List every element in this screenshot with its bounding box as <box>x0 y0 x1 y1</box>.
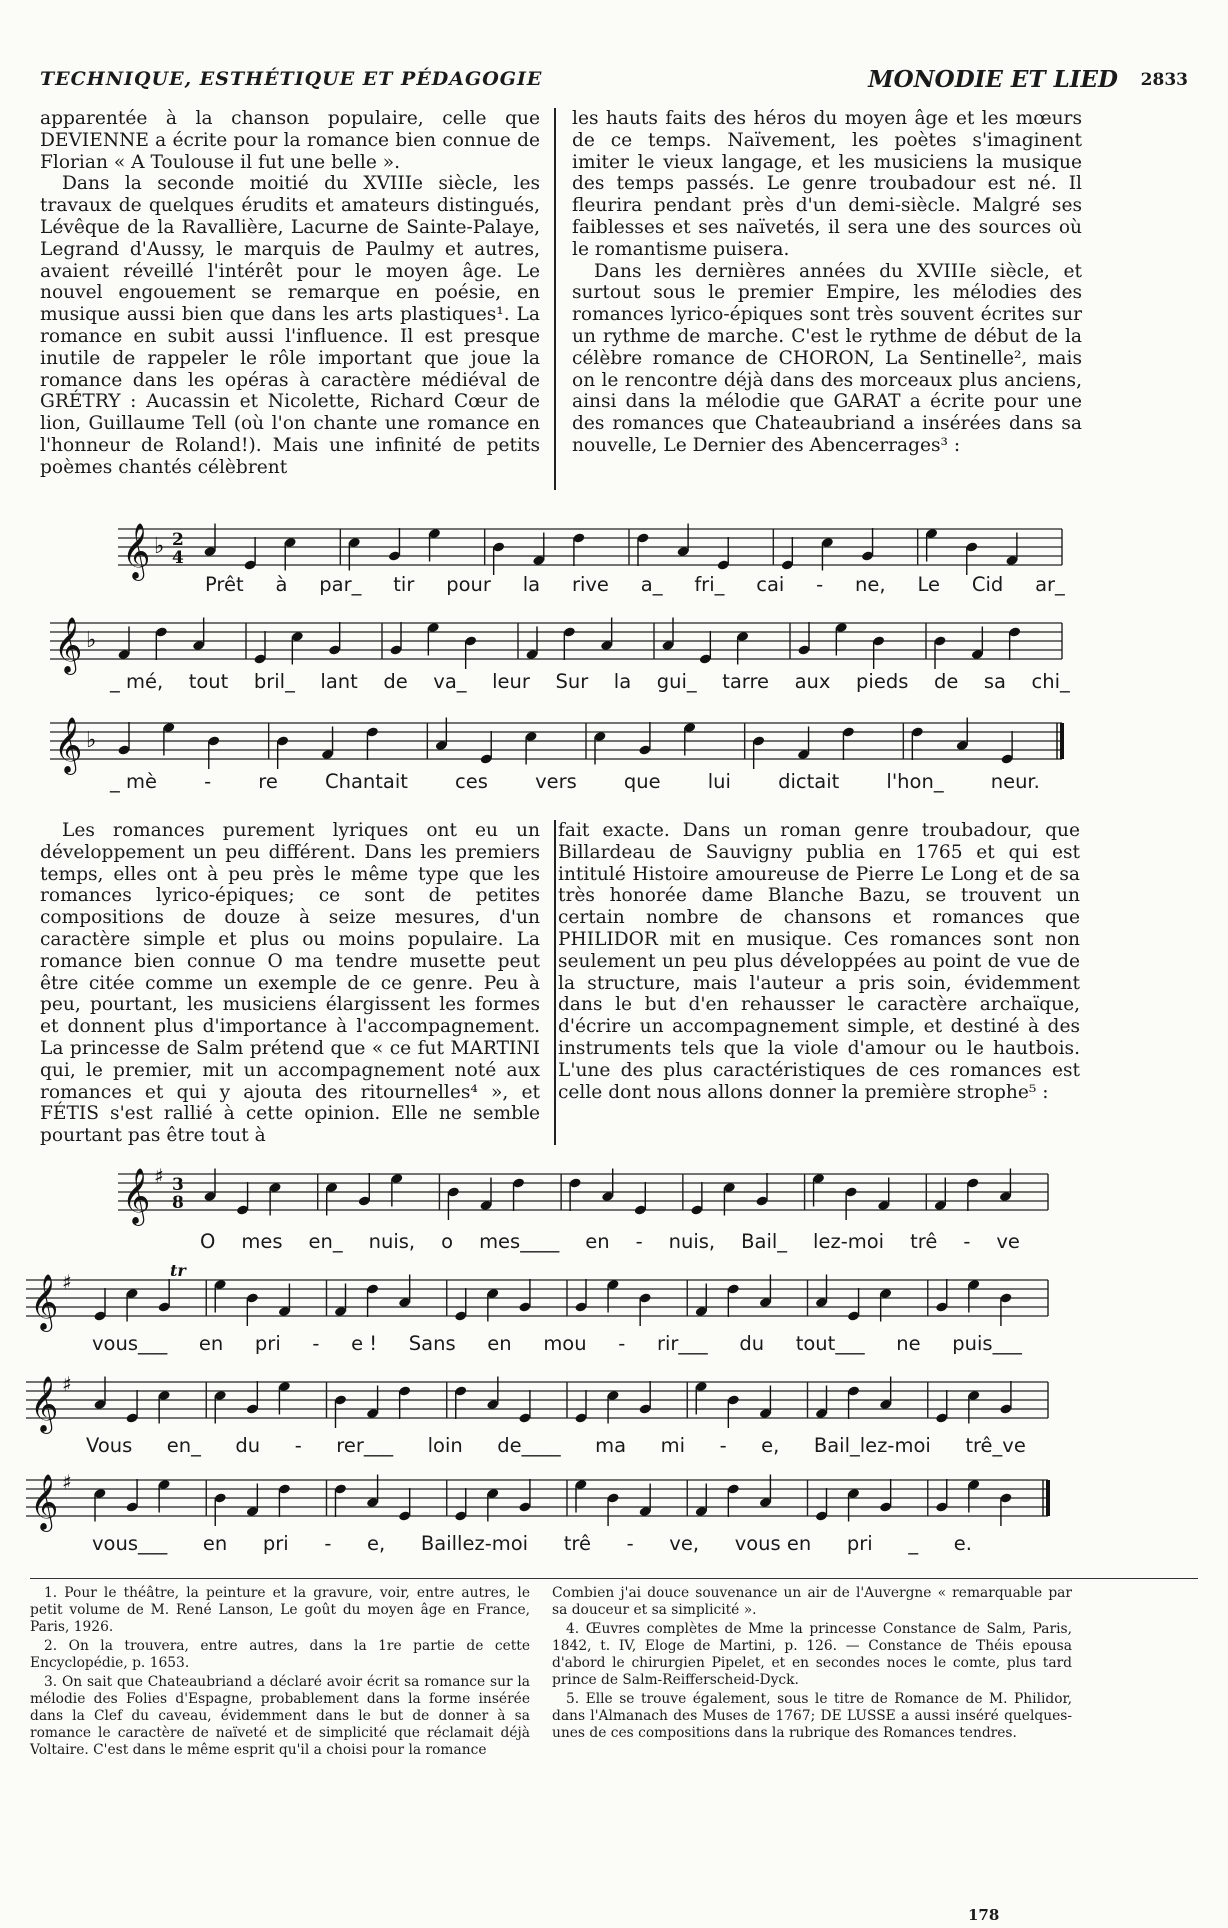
lyric-syllable: Bail_ <box>741 1230 788 1253</box>
lyric-line <box>110 670 1070 693</box>
lyric-syllable: mes <box>241 1230 283 1253</box>
treble-clef-icon: 𝄞 <box>54 617 83 673</box>
lyric-syllable: Le <box>917 573 940 596</box>
lyric-syllable: sa <box>983 670 1006 693</box>
music-staves-1 <box>0 505 1228 805</box>
lyric-line <box>92 1332 1022 1355</box>
music-staves-2 <box>0 1150 1228 1570</box>
lyric-syllable: - <box>294 1434 302 1457</box>
flat-icon: ♭ <box>86 628 97 653</box>
time-signature: 8 <box>172 1193 184 1213</box>
final-bar-line <box>1046 1480 1050 1516</box>
lyric-syllable: de____ <box>497 1434 561 1457</box>
lyric-syllable: - <box>626 1532 634 1555</box>
time-signature: 3 <box>172 1175 184 1195</box>
lyric-syllable: que <box>623 770 661 793</box>
column-left-mid <box>40 820 540 1147</box>
lyric-syllable: _ mé, <box>110 670 164 693</box>
lyric-syllable: en <box>198 1332 224 1355</box>
lyric-syllable: Chantait <box>324 770 408 793</box>
footnote: 1. Pour le théâtre, la peinture et la gravure, voir, entre autres, le petit volume de M. René Lanson, Le goût du moyen âge en France, Paris, 1926. <box>30 1585 530 1635</box>
lyric-syllable: ne, <box>855 573 886 596</box>
trill-ornament: tr <box>170 1261 186 1280</box>
lyric-syllable: chi_ <box>1031 670 1070 693</box>
footnote-rule <box>30 1578 1198 1579</box>
sharp-icon: ♯ <box>154 1164 164 1188</box>
final-bar-line <box>1060 723 1064 759</box>
paragraph: Les romances purement lyriques ont eu un développement un peu différent. Dans les premiers temps, elles ont à peu près le même type que les romances lyrico-épiques; ce sont de petites compositions de douze à seize mesures, d'un caractère simple et plus ou moins populaire. La romance bien connue O ma tendre musette peut être citée comme un exemple de ce genre. Peu à peu, pourtant, les musiciens élargissent les formes et donnent plus d'importance à l'accompagnement. La princesse de Salm prétend que « ce fut MARTINI qui, le premier, mit un accompagnement noté aux romances et qui y ajouta des ritournelles⁴ », et FÉTIS s'est rallié à cette opinion. Elle ne semble pourtant pas être tout à <box>40 820 540 1147</box>
lyric-syllable: tarre <box>722 670 770 693</box>
lyric-syllable: de <box>383 670 408 693</box>
lyric-line <box>200 1230 1020 1253</box>
lyric-syllable: la <box>522 573 541 596</box>
column-divider <box>554 820 556 1145</box>
paragraph: Dans la seconde moitié du XVIIIe siècle, les travaux de quelques érudits et amateurs distingués, Lévêque de la Ravallière, Lacurne de Sainte-Palaye, Legrand d'Aussy, le marquis de Paulmy et autres, avaient réveillé l'intérêt pour le moyen âge. Le nouvel engouement se remarque en poésie, en musique aussi bien que dans les arts plastiques¹. La romance en subit aussi l'influence. Il est presque inutile de rappeler le rôle important que joue la romance dans les opéras à caractère médiéval de GRÉTRY : Aucassin et Nicolette, Richard Cœur de lion, Guillaume Tell (où l'on chante une romance en l'honneur de Roland!). Mais une infinité de petits poèmes chantés célèbrent <box>40 173 540 478</box>
paragraph: apparentée à la chanson populaire, celle que DEVIENNE a écrite pour la romance bien connue de Florian « A Toulouse il fut une belle ». <box>40 108 540 173</box>
page-number: 178 <box>968 1906 1000 1924</box>
lyric-syllable: tir <box>393 573 415 596</box>
time-signature: 4 <box>172 548 184 568</box>
lyric-syllable: Sur <box>555 670 589 693</box>
column-right-mid <box>558 820 1080 1103</box>
lyric-syllable: trê <box>563 1532 591 1555</box>
lyric-syllable: aux <box>794 670 831 693</box>
lyric-syllable: va_ <box>433 670 467 693</box>
lyric-syllable: Sans <box>408 1332 456 1355</box>
lyric-syllable: en <box>487 1332 512 1355</box>
lyric-syllable: mes____ <box>479 1230 560 1253</box>
flat-icon: ♭ <box>154 534 165 559</box>
header-left-title: TECHNIQUE, ESTHÉTIQUE ET PÉDAGOGIE <box>40 68 543 90</box>
lyric-syllable: O <box>200 1230 216 1253</box>
lyric-syllable: tout___ <box>795 1332 865 1355</box>
lyric-syllable: o <box>441 1230 454 1253</box>
lyric-syllable: Cid <box>971 573 1004 596</box>
treble-clef-icon: 𝄞 <box>30 1274 59 1330</box>
lyric-syllable: bril_ <box>253 670 295 693</box>
lyric-syllable: rive <box>571 573 609 596</box>
sharp-icon: ♯ <box>62 1270 72 1294</box>
lyric-syllable: en_ <box>308 1230 343 1253</box>
lyric-syllable: rir___ <box>656 1332 708 1355</box>
treble-clef-icon: 𝄞 <box>122 1168 151 1224</box>
lyric-line <box>92 1532 972 1555</box>
lyric-syllable: ces <box>455 770 488 793</box>
lyric-syllable: à <box>275 573 288 596</box>
header-right-title: MONODIE ET LIED <box>868 66 1118 93</box>
header-page-number: 2833 <box>1140 70 1188 90</box>
treble-clef-icon: 𝄞 <box>30 1376 59 1432</box>
lyric-syllable: ve <box>996 1230 1020 1253</box>
column-right-top <box>572 108 1082 457</box>
footnote: 3. On sait que Chateaubriand a déclaré avoir écrit sa romance sur la mélodie des Folies d'Espagne, probablement dans la forme insérée dans la Clef du caveau, évidemment dans le but de donner à sa romance le caractère de naïveté et de simplicité que réclamait déjà Voltaire. C'est dans le même esprit qu'il a choisi pour la romance <box>30 1674 530 1758</box>
lyric-syllable: - <box>963 1230 971 1253</box>
lyric-syllable: pour <box>446 573 491 596</box>
lyric-syllable: en <box>585 1230 610 1253</box>
lyric-syllable: - <box>816 573 824 596</box>
music-example-1 <box>0 505 1228 805</box>
footnote: 4. Œuvres complètes de Mme la princesse Constance de Salm, Paris, 1842, t. IV, Eloge de Martini, p. 126. — Constance de Théis epousa d'abord le chirurgien Pipelet, et en secondes noces le comte, plus tard prince de Salm-Reifferscheid-Dyck. <box>552 1621 1072 1688</box>
lyric-syllable: e, <box>761 1434 780 1457</box>
lyric-syllable: pri <box>262 1532 289 1555</box>
lyric-syllable: _ mè <box>110 770 157 793</box>
lyric-syllable: re <box>258 770 278 793</box>
lyric-syllable: en <box>202 1532 228 1555</box>
footnotes-right <box>552 1585 1072 1744</box>
lyric-syllable: du <box>235 1434 261 1457</box>
running-header <box>40 68 1188 96</box>
lyric-syllable: pieds <box>856 670 909 693</box>
lyric-syllable: lez-moi <box>813 1230 885 1253</box>
lyric-syllable: leur <box>492 670 530 693</box>
lyric-syllable: Bail_lez-moi <box>813 1434 931 1457</box>
lyric-syllable: ve, <box>669 1532 700 1555</box>
lyric-syllable: lui <box>707 770 731 793</box>
footnote: 5. Elle se trouve également, sous le titre de Romance de M. Philidor, dans l'Almanach des Muses de 1767; DE LUSSE a aussi inséré quelques-unes de ces compositions dans la rubrique des Romances tendres. <box>552 1691 1072 1741</box>
column-left-top <box>40 108 540 479</box>
lyric-syllable: par_ <box>319 573 362 596</box>
lyric-syllable: mou <box>543 1332 587 1355</box>
lyric-syllable: - <box>719 1434 727 1457</box>
lyric-syllable: - <box>324 1532 332 1555</box>
time-signature: 2 <box>172 530 184 550</box>
lyric-line <box>110 770 1040 793</box>
lyric-syllable: de <box>933 670 959 693</box>
lyric-syllable: en_ <box>166 1434 201 1457</box>
lyric-syllable: ar_ <box>1035 573 1065 596</box>
lyric-syllable: rer___ <box>336 1434 394 1457</box>
lyric-syllable: gui_ <box>656 670 697 693</box>
lyric-syllable: fri_ <box>694 573 725 596</box>
treble-clef-icon: 𝄞 <box>122 523 151 579</box>
lyric-syllable: - <box>312 1332 320 1355</box>
sharp-icon: ♯ <box>62 1470 72 1494</box>
lyric-syllable: cai <box>756 573 785 596</box>
paragraph: les hauts faits des héros du moyen âge et les mœurs de ce temps. Naïvement, les poètes s'imaginent imiter le vieux langage, et les musiciens la musique des temps passés. Le genre troubadour est né. Il fleurira pendant près d'un demi-siècle. Malgré ses faiblesses et ses naïvetés, il sera une des sources où le romantisme puisera. <box>572 108 1082 260</box>
lyric-syllable: Baillez-moi <box>420 1532 529 1555</box>
lyric-syllable: lant <box>320 670 358 693</box>
paragraph: fait exacte. Dans un roman genre troubadour, que Billardeau de Sauvigny publia en 1765 et qui est intitulé Histoire amoureuse de Pierre Le Long et de sa très honorée dame Blanche Bazu, se trouvent un certain nombre de chansons et romances que PHILIDOR mit en musique. Ces romances sont non seulement un peu plus développées au point de vue de la structure, mais l'auteur a pris soin, évidemment dans le but d'en rehausser le caractère archaïque, d'écrire un accompagnement simple, et destiné à des instruments tels que la viole d'amour ou le hautbois. L'une des plus caractéristiques de ces romances est celle dont nous allons donner la première strophe⁵ : <box>558 820 1080 1103</box>
lyric-syllable: pri <box>254 1332 281 1355</box>
lyric-syllable: dictait <box>778 770 840 793</box>
lyric-syllable: nuis, <box>668 1230 716 1253</box>
lyric-syllable: - <box>635 1230 643 1253</box>
lyric-syllable: puis___ <box>952 1332 1022 1355</box>
treble-clef-icon: 𝄞 <box>30 1474 59 1530</box>
lyric-syllable: e. <box>953 1532 972 1555</box>
lyric-syllable: _ <box>908 1532 919 1555</box>
lyric-syllable: e, <box>367 1532 386 1555</box>
lyric-syllable: e ! <box>351 1332 378 1355</box>
lyric-syllable: - <box>204 770 212 793</box>
lyric-line <box>205 573 1065 596</box>
lyric-syllable: a_ <box>640 573 663 596</box>
lyric-syllable: du <box>739 1332 765 1355</box>
treble-clef-icon: 𝄞 <box>54 717 83 773</box>
lyric-syllable: - <box>618 1332 626 1355</box>
lyric-syllable: nuis, <box>368 1230 416 1253</box>
lyric-syllable: vous___ <box>92 1332 168 1355</box>
lyric-syllable: neur. <box>990 770 1040 793</box>
lyric-syllable: ne <box>896 1332 921 1355</box>
lyric-syllable: loin <box>427 1434 463 1457</box>
flat-icon: ♭ <box>86 728 97 753</box>
lyric-syllable: ma <box>595 1434 627 1457</box>
lyric-syllable: mi <box>660 1434 686 1457</box>
music-example-2 <box>0 1150 1228 1570</box>
sharp-icon: ♯ <box>62 1372 72 1396</box>
lyric-syllable: vers <box>535 770 577 793</box>
lyric-syllable: pri <box>846 1532 873 1555</box>
paragraph: Dans les dernières années du XVIIIe siècle, et surtout sous le premier Empire, les mélodies des romances lyrico-épiques sont très souvent écrites sur un rythme de marche. C'est le rythme de début de la célèbre romance de CHORON, La Sentinelle², mais on le rencontre déjà dans des morceaux plus anciens, ainsi dans la mélodie que GARAT a écrite pour une des romances que Chateaubriand a insérées dans sa nouvelle, Le Dernier des Abencerrages³ : <box>572 260 1082 456</box>
lyric-syllable: vous en <box>734 1532 812 1555</box>
lyric-syllable: trê <box>910 1230 938 1253</box>
footnotes-left <box>30 1585 530 1761</box>
lyric-syllable: l'hon_ <box>886 770 944 793</box>
footnote: Combien j'ai douce souvenance un air de l'Auvergne « remarquable par sa douceur et sa simplicité ». <box>552 1585 1072 1618</box>
lyric-line <box>86 1434 1026 1457</box>
lyric-syllable: la <box>613 670 632 693</box>
lyric-syllable: Prêt <box>205 573 244 596</box>
lyric-syllable: trê_ve <box>965 1434 1026 1457</box>
lyric-syllable: tout <box>188 670 229 693</box>
lyric-syllable: vous___ <box>92 1532 168 1555</box>
column-divider <box>554 108 556 490</box>
lyric-syllable: Vous <box>86 1434 133 1457</box>
footnote: 2. On la trouvera, entre autres, dans la 1re partie de cette Encyclopédie, p. 1653. <box>30 1638 530 1671</box>
